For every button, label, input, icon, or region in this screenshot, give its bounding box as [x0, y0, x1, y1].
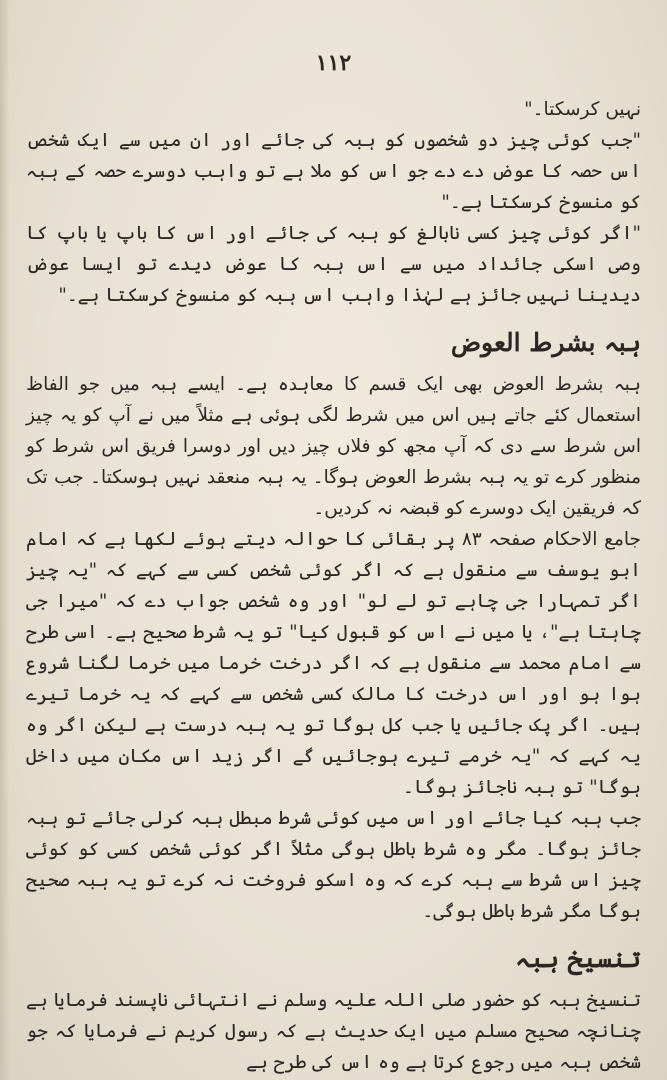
paragraph-section1-2: جامع الاحکام صفحہ ۸۳ پر بقائی کا حوالہ دیتے ہوئے لکھا ہے کہ امام ابو یوسف سے منقول ہے کہ اگر کوئی شخص کسی سے کہے کہ "یہ چیز اگر تمہارا جی چاہے تو لے لو" اور وہ شخص جواب دے کہ "میرا جی چاہتا ہے"، یا میں نے اس کو قبول کیا" تو یہ شرط صحیح ہے۔ اسی طرح سے امام محمد سے منقول ہے کہ اگر درخت خرما میں خرما لگنا شروع ہوا ہو اور اس درخت کا مالک کسی شخص سے کہے کہ یہ خرما تیرے ہیں۔ اگر پک جائیں یا جب کل ہوگا تو یہ ہبہ درست ہے لیکن اگر وہ یہ کہے کہ "یہ خرمے تیرے ہوجائیں گے اگر زید اس مکان میں داخل ہوگا" تو ہبہ ناجائز ہوگا۔ — [26, 529, 641, 798]
paragraph-section1-1: ہبہ بشرط العوض بھی ایک قسم کا معاہدہ ہے۔ ایسے ہبہ میں جو الفاظ استعمال کئے جاتے ہیں اس میں شرط لگی ہوئی ہے مثلاً میں نے آپ کو یہ چیز اس شرط سے دی کہ آپ مجھ کو فلاں چیز دیں اور دوسرا فریق اس شرط کو منظور کرے تو یہ ہبہ بشرط العوض ہوگا۔ یہ ہبہ منعقد نہیں ہوسکتا۔ جب تک کہ فریقین ایک دوسرے کو قبضہ نہ کردیں۔ — [26, 374, 641, 519]
page-number: ١١٢ — [315, 50, 352, 76]
paragraph-section2-1: تنسیخ ہبہ کو حضور صلی اللہ علیہ وسلم نے انتہائی ناپسند فرمایا ہے چنانچہ صحیح مسلم میں ایک حدیث ہے کہ رسول کریم نے فرمایا کہ جو شخص ہبہ میں رجوع کرتا ہے وہ اس کی طرح ہے — [26, 990, 641, 1073]
paragraph-intro: نہیں کرسکتا۔" — [524, 99, 641, 120]
page-body — [26, 94, 641, 1078]
paragraph-section1-3: جب ہبہ کیا جائے اور اس میں کوئی شرط مبطل ہبہ کرلی جائے تو ہبہ جائز ہوگا۔ مگر وہ شرط باطل ہوگی مثلاً اگر کوئی شخص کسی کو کوئی چیز اس شرط سے ہبہ کرے کہ وہ اسکو فروخت نہ کرے تو یہ ہبہ صحیح ہوگا مگر شرط باطل ہوگی۔ — [26, 808, 641, 922]
paragraph-quote-2: "اگر کوئی چیز کسی نابالغ کو ہبہ کی جائے اور اس کا باپ یا باپ کا وصی اسکی جائداد میں سے اس ہبہ کا عوض دیدے تو ایسا عوض دیدینا نہیں جائز ہے لہٰذا واہب اس ہبہ کو منسوخ کرسکتا ہے۔" — [26, 223, 641, 306]
section-heading-hiba-bishart-ul-iwaz: ہبہ بشرط العوض — [450, 328, 641, 357]
section-heading-tanseekh-hiba: تنسیخ ہبہ — [515, 944, 641, 973]
paragraph-quote-1: "جب کوئی چیز دو شخصوں کو ہبہ کی جائے اور ان میں سے ایک شخص اس حصہ کا عوض دے دے جو اس کو ملا ہے تو واہب دوسرے حصہ کے ہبہ کو منسوخ کرسکتا ہے۔" — [26, 130, 641, 213]
